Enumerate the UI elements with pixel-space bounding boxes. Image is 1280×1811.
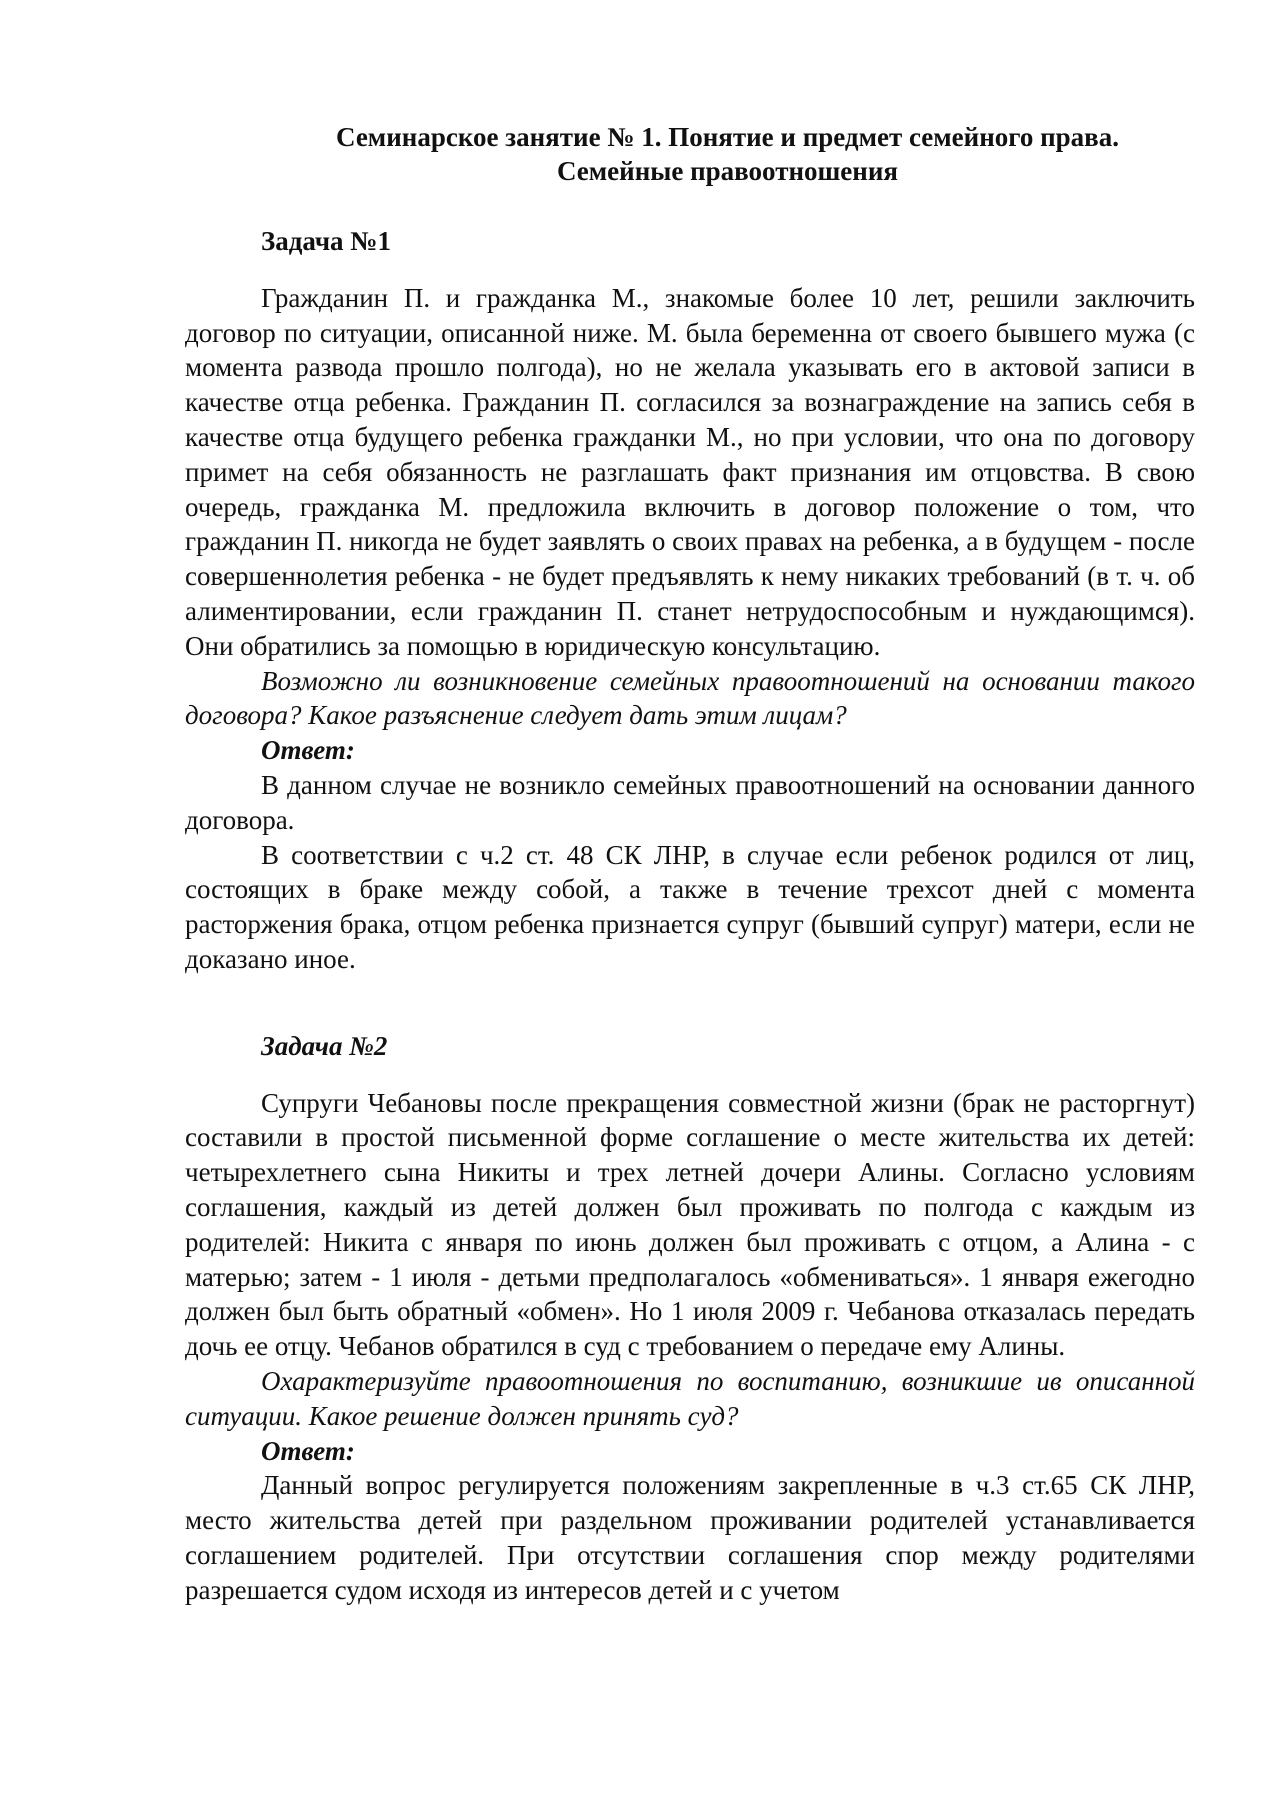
task-1-answer-paragraph-1: В данном случае не возникло семейных правоотношений на основании данного договора. [185,769,1195,835]
task-2-text: Супруги Чебановы после прекращения совместной жизни (брак не расторгнут) составили в простой письменной форме соглашение о месте жительства их детей: четырехлетнего сына Никиты и трех летней дочери Алины. Согласно условиям соглашения, каждый из детей должен был проживать по полгода с каждым из родителей: Никита с января по июнь должен был проживать с отцом, а Алина - с матерью; затем - 1 июля - детьми предполагалось «обмениваться». 1 января ежегодно должен был быть обратный «обмен». Но 1 июля 2009 г. Чебанова отказалась передать дочь ее отцу. Чебанов обратился в суд с требованием о передаче ему Алины. [185,1087,1195,1362]
title-line-2: Семейные правоотношения [556,156,899,186]
task-1-answer-paragraph-2: В соответствии с ч.2 ст. 48 СК ЛНР, в случае если ребенок родился от лиц, состоящих в браке между собой, а также в течение трехсот дней с момента расторжения брака, отцом ребенка признается супруг (бывший супруг) матери, если не доказано иное. [185,839,1195,974]
task-1-text: Гражданин П. и гражданка М., знакомые более 10 лет, решили заключить договор по ситуации, описанной ниже. М. была беременна от своего бывшего мужа (с момента развода прошло полгода), но не желала указывать его в актовой записи в качестве отца ребенка. Гражданин П. согласился за вознаграждение на запись себя в качестве отца будущего ребенка гражданки М., но при условии, что она по договору примет на себя обязанность не разглашать факт признания им отцовства. В свою очередь, гражданка М. предложила включить в договор положение о том, что гражданин П. никогда не будет заявлять о своих правах на ребенка, а в будущем - после совершеннолетия ребенка - не будет предъявлять к нему никаких требований (в т. ч. об алиментировании, если гражданин П. станет нетрудоспособным и нуждающимся). Они обратились за помощью в юридическую консультацию. [185,282,1195,661]
task-1 [185,224,1195,977]
task-2-question: Охарактеризуйте правоотношения по воспитанию, возникшие ив описанной ситуации. Какое решение должен принять суд? [185,1365,1195,1431]
task-1-answer-label: Ответ: [261,735,355,766]
page-title [185,120,1195,188]
title-line-1: Семинарское занятие № 1. Понятие и предмет семейного права. [336,122,1119,152]
section-spacer [185,977,1195,1029]
task-1-question: Возможно ли возникновение семейных правоотношений на основании такого договора? Какое разъяснение следует дать этим лицам? [185,665,1195,731]
document-page [185,120,1195,1607]
task-2-heading: Задача №2 [261,1030,388,1061]
task-2-answer-paragraph-1: Данный вопрос регулируется положениям закрепленные в ч.3 ст.65 СК ЛНР, место жительства детей при раздельном проживании родителей устанавливается соглашением родителей. При отсутствии соглашения спор между родителями разрешается судом исходя из интересов детей и с учетом [185,1470,1195,1605]
task-1-heading: Задача №1 [261,226,391,256]
task-2-answer-label: Ответ: [261,1435,355,1466]
task-2 [185,1029,1195,1608]
